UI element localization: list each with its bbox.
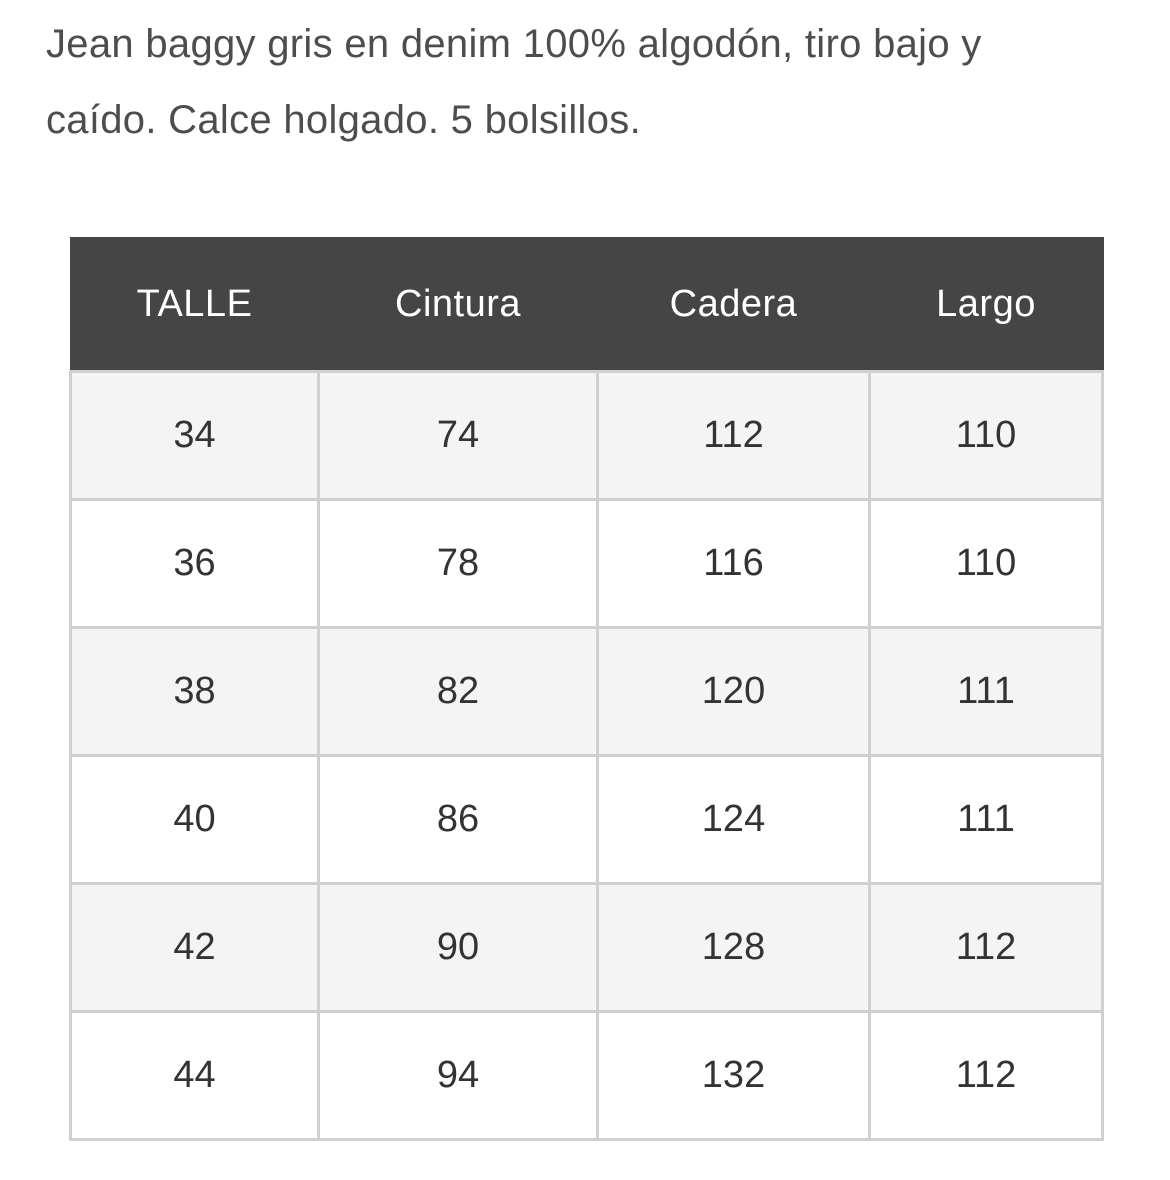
cell-cintura: 86 [319, 756, 598, 884]
cell-talle: 40 [71, 756, 319, 884]
cell-largo: 112 [870, 884, 1103, 1012]
header-cintura: Cintura [319, 238, 598, 372]
cell-largo: 110 [870, 372, 1103, 500]
description-line-1: Jean baggy gris en denim 100% algodón, tiro bajo y [46, 22, 982, 66]
cell-talle: 38 [71, 628, 319, 756]
header-largo: Largo [870, 238, 1103, 372]
cell-cadera: 128 [598, 884, 870, 1012]
cell-talle: 36 [71, 500, 319, 628]
description-line-2: caído. Calce holgado. 5 bolsillos. [46, 98, 642, 142]
cell-cadera: 120 [598, 628, 870, 756]
table-row [71, 884, 1103, 1012]
table-row [71, 628, 1103, 756]
cell-talle: 34 [71, 372, 319, 500]
table-header-row [71, 238, 1103, 372]
table-row [71, 756, 1103, 884]
product-description [46, 6, 1146, 158]
cell-cadera: 132 [598, 1012, 870, 1140]
cell-cintura: 82 [319, 628, 598, 756]
table-row [71, 1012, 1103, 1140]
cell-cintura: 90 [319, 884, 598, 1012]
cell-talle: 42 [71, 884, 319, 1012]
table-row [71, 372, 1103, 500]
cell-cintura: 74 [319, 372, 598, 500]
cell-cadera: 112 [598, 372, 870, 500]
cell-cadera: 124 [598, 756, 870, 884]
cell-cintura: 94 [319, 1012, 598, 1140]
cell-cintura: 78 [319, 500, 598, 628]
cell-cadera: 116 [598, 500, 870, 628]
cell-largo: 110 [870, 500, 1103, 628]
cell-talle: 44 [71, 1012, 319, 1140]
header-cadera: Cadera [598, 238, 870, 372]
header-talle: TALLE [71, 238, 319, 372]
cell-largo: 111 [870, 628, 1103, 756]
table-row [71, 500, 1103, 628]
cell-largo: 111 [870, 756, 1103, 884]
size-chart-table [69, 237, 1104, 1141]
cell-largo: 112 [870, 1012, 1103, 1140]
